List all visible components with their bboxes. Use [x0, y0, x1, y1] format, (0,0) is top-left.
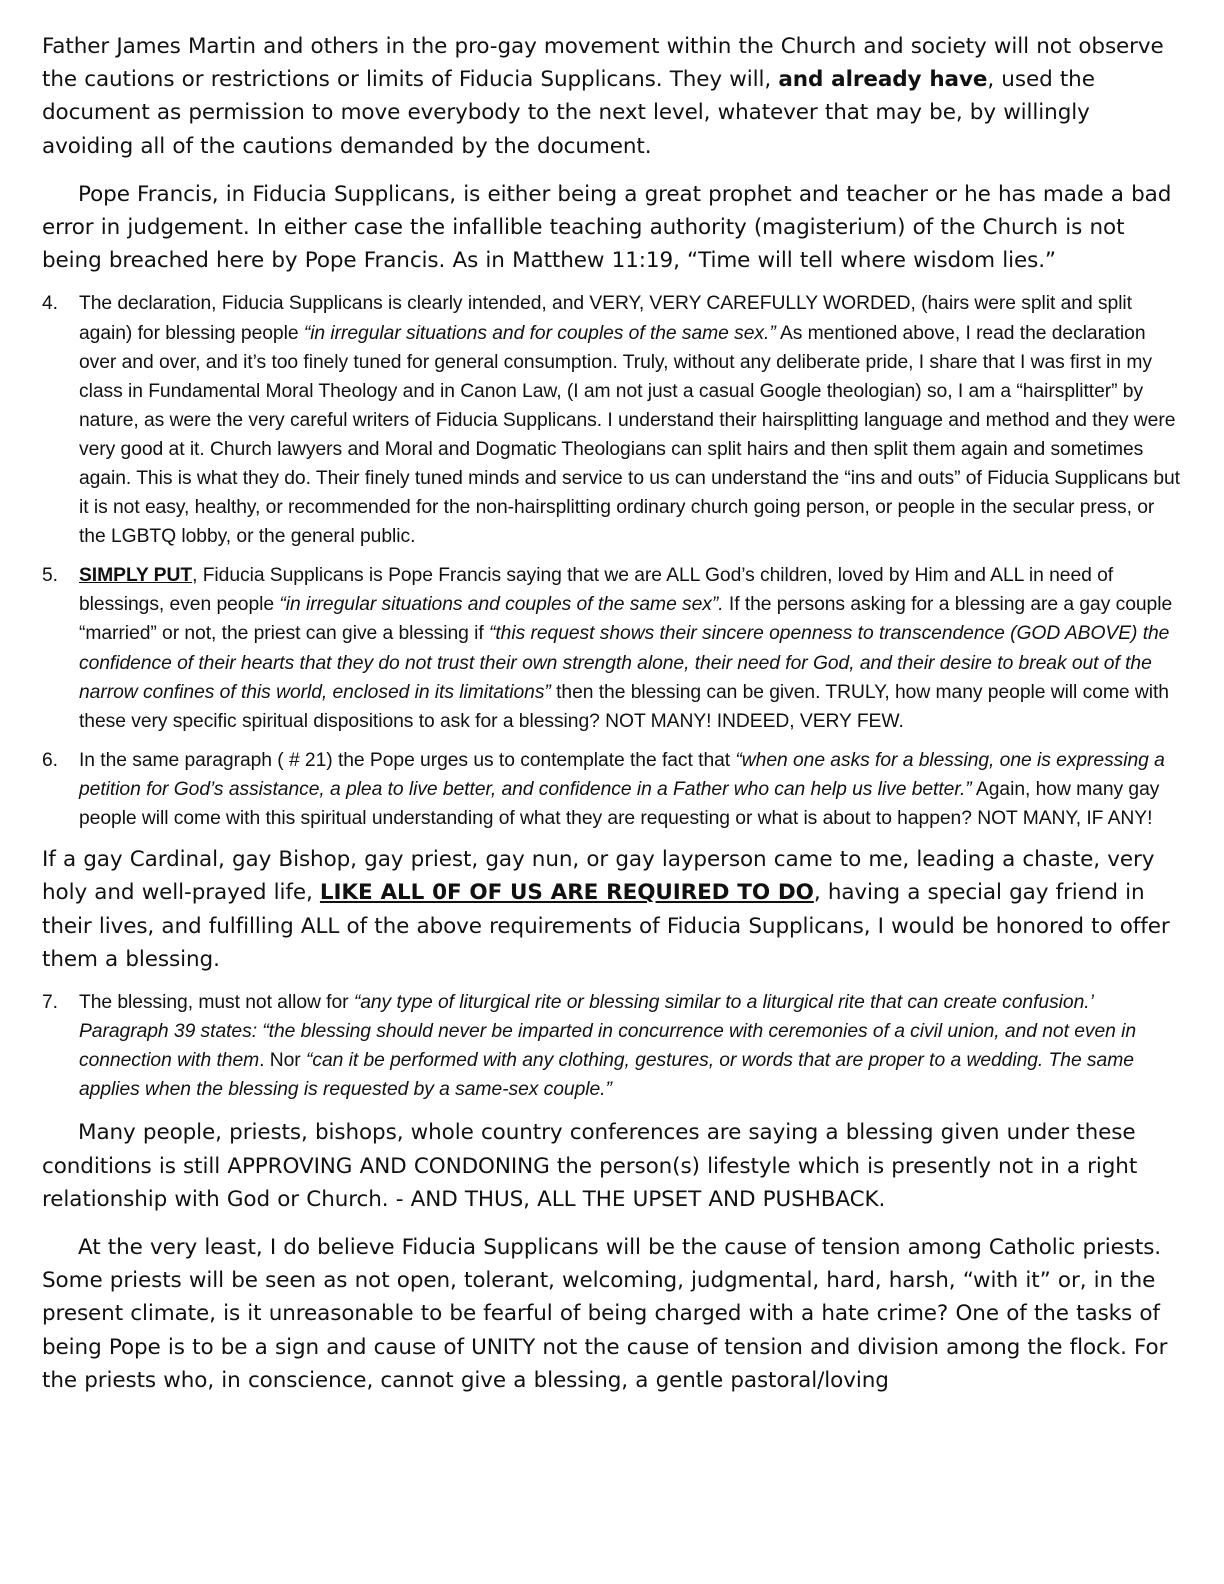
paragraph-pope-francis: Pope Francis, in Fiducia Supplicans, is either being a great prophet and teacher or he has made a bad error in judgement. In either case the infallible teaching authority (magisterium) of the Church is not being breached here by Pope Francis. As in Matthew 11:19, “Time will tell where wisdom lies.” — [42, 181, 1172, 274]
list-number: 5. — [42, 565, 58, 587]
list-item-4: 4. The declaration, Fiducia Supplicans is clearly intended, and VERY, VERY CAREFULLY WORDED, (hairs were split and split again) for blessing people “in irregular situations and for couples of the same sex.” As mentioned above, I read the declaration over and over, and it’s too finely tuned for general consumption. Truly, without any deliberate pride, I share that I was first in my class in Fundamental Moral Theology and in Canon Law, (I am not just a casual Google theologian) so, I am a “hairsplitter” by nature, as were the very careful writers of Fiducia Supplicans. I understand their hairsplitting language and method and they were very good at it. Church lawyers and Moral and Dogmatic Theologians can split hairs and then split them again and sometimes again. This is what they do. Their finely tuned minds and service to us can understand the “ins and outs” of Fiducia Supplicans but it is not easy, healthy, or recommended for the non-hairsplitting ordinary church going person, or people in the secular press, or the LGBTQ lobby, or the general public. — [42, 289, 1182, 551]
document-page — [42, 30, 1182, 1397]
paragraph-fr-martin: Father James Martin and others in the pro-gay movement within the Church and society will not observe the cautions or restrictions or limits of Fiducia Supplicans. They will, and already have, used the document as permission to move everybody to the next level, whatever that may be, by willingly avoiding all of the cautions demanded by the document. — [42, 34, 1164, 159]
numbered-list-7 — [42, 988, 1182, 1104]
bold-already-have: and already have — [778, 67, 988, 93]
numbered-list-4-6 — [42, 289, 1182, 833]
list-number: 7. — [42, 991, 58, 1013]
list-number: 6. — [42, 749, 58, 771]
paragraph-many-people: Many people, priests, bishops, whole country conferences are saying a blessing given under these conditions is still APPROVING AND CONDONING the person(s) lifestyle which is presently not in a right relationship with God or Church. - AND THUS, ALL THE UPSET AND PUSHBACK. — [42, 1120, 1138, 1212]
list-item-6: 6. In the same paragraph ( # 21) the Pope urges us to contemplate the fact that “when one asks for a blessing, one is expressing a petition for God’s assistance, a plea to live better, and confidence in a Father who can help us live better.” Again, how many gay people will come with this spiritual understanding of what they are requesting or what is about to happen? NOT MANY, IF ANY! — [42, 746, 1182, 833]
underlined-required: LIKE ALL 0F OF US ARE REQUIRED TO DO — [319, 880, 814, 906]
list-item-5: 5. SIMPLY PUT, Fiducia Supplicans is Pope Francis saying that we are ALL God’s children, loved by Him and ALL in need of blessings, even people “in irregular situations and couples of the same sex”. If the persons asking for a blessing are a gay couple “married” or not, the priest can give a blessing if “this request shows their sincere openness to transcendence (GOD ABOVE) the confidence of their hearts that they do not trust their own strength alone, their need for God, and their desire to break out of the narrow confines of this world, enclosed in its limitations” then the blessing can be given. TRULY, how many people will come with these very specific spiritual dispositions to ask for a blessing? NOT MANY! INDEED, VERY FEW. — [42, 561, 1182, 736]
list-number: 4. — [42, 293, 58, 315]
underlined-simply-put: SIMPLY PUT — [79, 565, 193, 587]
paragraph-at-the-very-least: At the very least, I do believe Fiducia Supplicans will be the cause of tension among Catholic priests. Some priests will be seen as not open, tolerant, welcoming, judgmental, hard, harsh, “with it” or, in the present climate, is it unreasonable to be fearful of being charged with a hate crime? One of the tasks of being Pope is to be a sign and cause of UNITY not the cause of tension and division among the flock. For the priests who, in conscience, cannot give a blessing, a gentle pastoral/loving — [42, 1234, 1168, 1393]
list-item-7: 7. The blessing, must not allow for “any type of liturgical rite or blessing similar to a liturgical rite that can create confusion.’ Paragraph 39 states: “the blessing should never be imparted in concurrence with ceremonies of a civil union, and not even in connection with them. Nor “can it be performed with any clothing, gestures, or words that are proper to a wedding. The same applies when the blessing is requested by a same-sex couple.” — [42, 988, 1182, 1104]
paragraph-gay-cardinal: If a gay Cardinal, gay Bishop, gay priest, gay nun, or gay layperson came to me, leading a chaste, very holy and well-prayed life, LIKE ALL 0F OF US ARE REQUIRED TO DO, having a special gay friend in their lives, and fulfilling ALL of the above requirements of Fiducia Supplicans, I would be honored to offer them a blessing. — [42, 847, 1170, 972]
